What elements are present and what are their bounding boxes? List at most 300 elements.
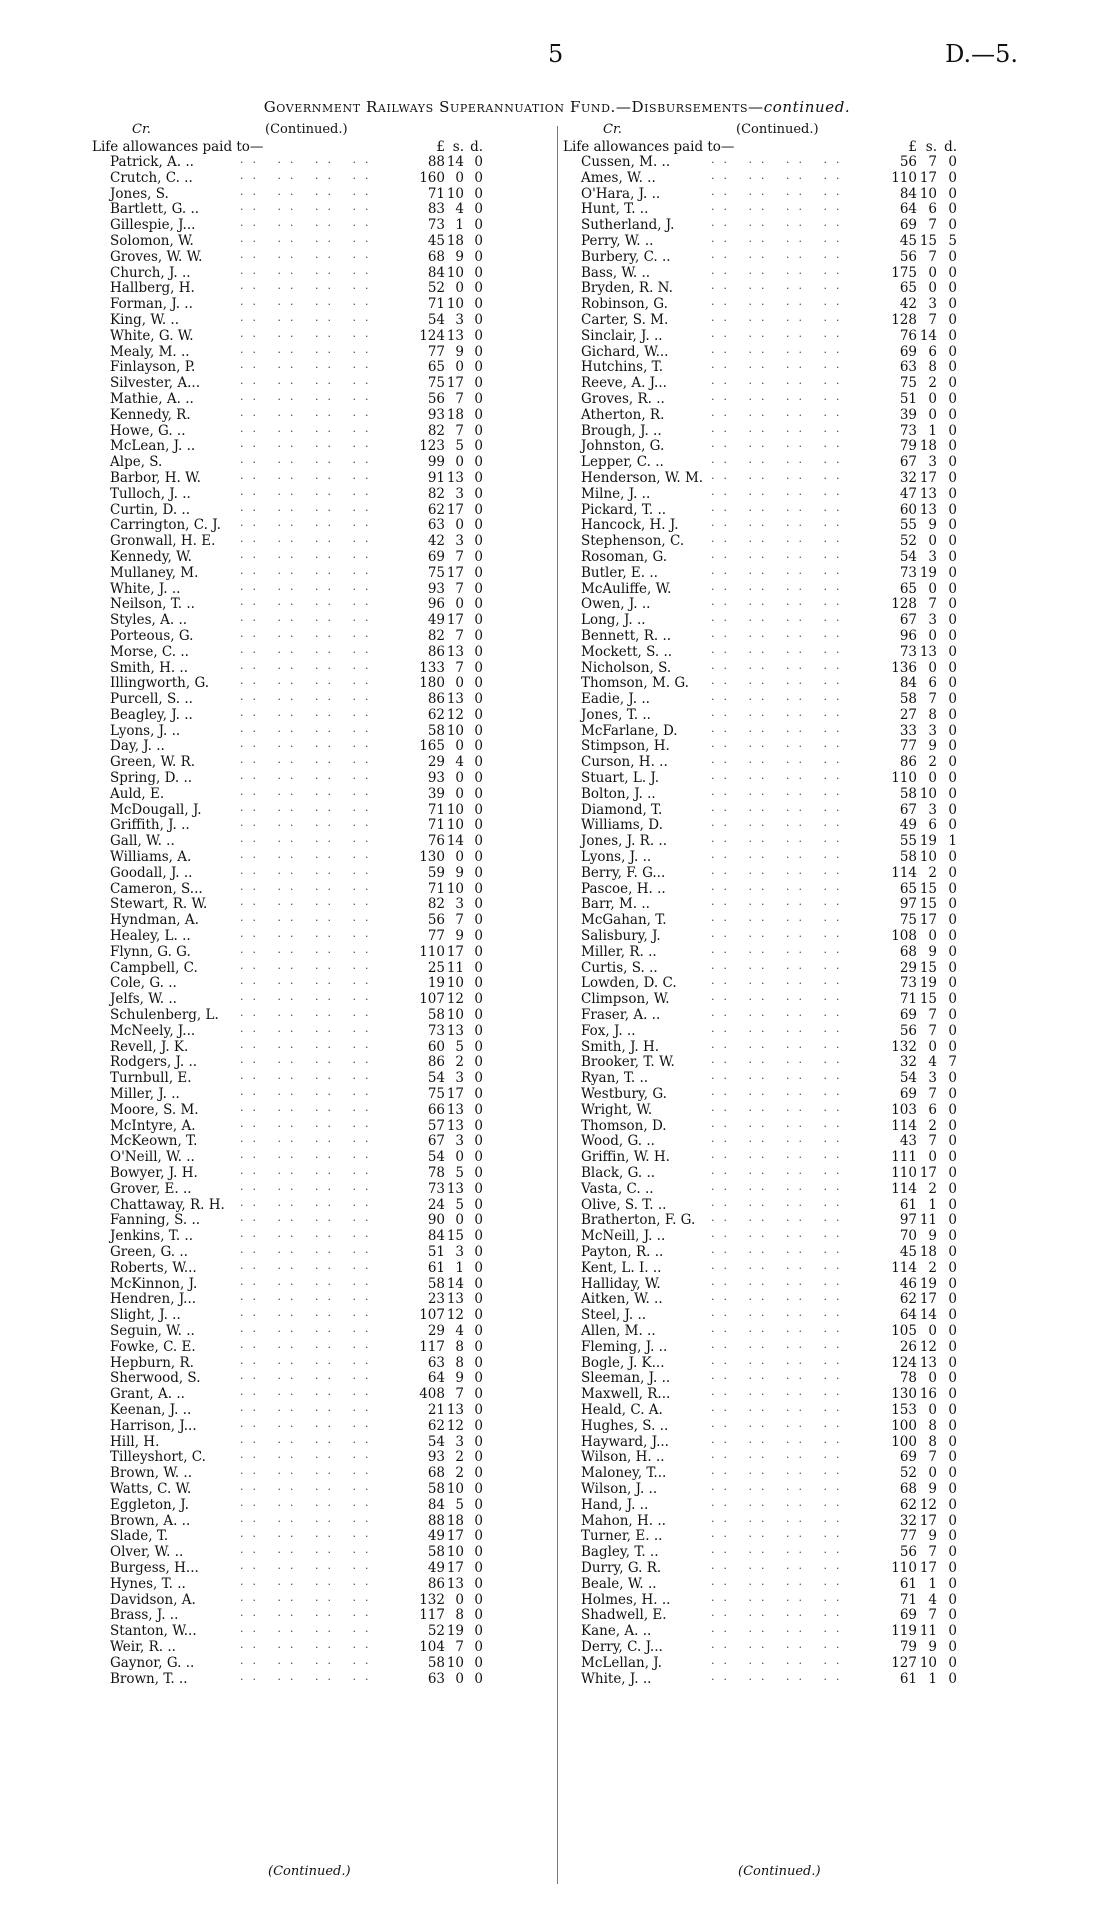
- amount-pounds: 29: [427, 1322, 445, 1339]
- payee-name: Ryan, T. ..: [581, 1070, 649, 1087]
- amount-pounds: 65: [427, 359, 445, 376]
- amount-pounds: 73: [427, 217, 445, 234]
- leader-dots: ·· ·· ·· ··: [240, 1024, 378, 1038]
- table-row: [92, 234, 543, 250]
- amount-pounds: 68: [427, 1465, 445, 1482]
- leader-dots: ·· ·· ·· ··: [240, 1403, 378, 1417]
- table-row: [92, 1498, 543, 1514]
- amount-pounds: 71: [427, 817, 445, 834]
- table-row: [92, 1624, 543, 1640]
- amount-pence: 0: [474, 801, 483, 818]
- amount-shillings: 15: [919, 880, 937, 897]
- amount-pounds: 84: [427, 1228, 445, 1245]
- leader-dots: ·· ·· ·· ··: [240, 677, 378, 691]
- leader-dots: ·· ·· ·· ··: [711, 1182, 849, 1196]
- leader-dots: ·· ·· ·· ··: [240, 1167, 378, 1180]
- table-row: [563, 1419, 1014, 1435]
- amount-pence: 0: [948, 643, 957, 660]
- table-row: [563, 1261, 1014, 1277]
- amount-pounds: 63: [899, 359, 917, 376]
- leader-dots: ·· ·· ·· ··: [711, 693, 849, 707]
- amount-shillings: 2: [455, 1465, 464, 1482]
- amount-shillings: 8: [455, 1607, 464, 1624]
- amount-pence: 0: [474, 1007, 483, 1024]
- leader-dots: ·· ·· ·· ··: [711, 187, 849, 201]
- amount-pence: 0: [474, 1559, 483, 1576]
- amount-pounds: 127: [891, 1654, 917, 1671]
- leader-dots: ·· ·· ·· ··: [240, 282, 378, 296]
- amount-shillings: 8: [455, 1354, 464, 1371]
- table-row: [92, 692, 543, 708]
- amount-shillings: 3: [928, 1070, 937, 1087]
- leader-dots: ·· ·· ·· ··: [240, 1498, 378, 1512]
- payee-name: Reeve, A. J...: [581, 375, 667, 392]
- table-row: [92, 945, 543, 961]
- leader-dots: ·· ·· ·· ··: [711, 1040, 849, 1054]
- leader-dots: ·· ·· ·· ··: [711, 203, 849, 217]
- leader-dots: ·· ·· ·· ··: [711, 219, 849, 233]
- payee-name: Hand, J. ..: [581, 1496, 649, 1513]
- amount-pounds: 52: [427, 1623, 445, 1640]
- amount-pounds: 165: [419, 738, 445, 755]
- amount-pounds: 25: [427, 959, 445, 976]
- payee-name: Beale, W. ..: [581, 1575, 657, 1592]
- amount-shillings: 4: [455, 1322, 464, 1339]
- table-row: [563, 329, 1014, 345]
- payee-name: Weir, R. ..: [110, 1638, 176, 1655]
- payee-name: Mahon, H. ..: [581, 1512, 666, 1529]
- payee-name: Finlayson, P.: [110, 359, 196, 376]
- table-row: [563, 1435, 1014, 1451]
- amount-pounds: 175: [891, 264, 917, 281]
- table-row: [563, 234, 1014, 250]
- amount-shillings: 10: [446, 264, 464, 281]
- amount-pence: 0: [474, 659, 483, 676]
- amount-pence: 0: [948, 438, 957, 455]
- leader-dots: ·· ·· ·· ··: [240, 1245, 378, 1259]
- amount-pence: 0: [948, 1165, 957, 1181]
- payee-name: Hynes, T. ..: [110, 1575, 186, 1592]
- amount-pounds: 104: [419, 1638, 445, 1655]
- amount-pounds: 49: [427, 1559, 445, 1576]
- amount-shillings: 6: [928, 817, 937, 834]
- table-row: [92, 645, 543, 661]
- table-row: [92, 266, 543, 282]
- amount-pence: 0: [474, 928, 483, 945]
- amount-pounds: 99: [427, 454, 445, 471]
- right-continued-label: (Continued.): [736, 122, 819, 137]
- leader-dots: ·· ·· ·· ··: [240, 1561, 378, 1575]
- amount-pounds: 110: [891, 1165, 917, 1181]
- amount-pounds: 73: [899, 422, 917, 439]
- leader-dots: ·· ·· ·· ··: [711, 803, 849, 817]
- amount-pence: 0: [474, 454, 483, 471]
- payee-name: Salisbury, J.: [581, 928, 661, 945]
- right-column-subheader: [563, 139, 1014, 155]
- left-pounds-header: £: [436, 139, 445, 155]
- amount-shillings: 10: [446, 1544, 464, 1561]
- payee-name: Miller, R. ..: [581, 943, 657, 960]
- leader-dots: ·· ·· ·· ··: [240, 614, 378, 628]
- table-row: [563, 360, 1014, 376]
- amount-pounds: 132: [419, 1591, 445, 1608]
- payee-name: Church, J. ..: [110, 264, 191, 281]
- leader-dots: ·· ·· ·· ··: [711, 1293, 849, 1307]
- amount-shillings: 13: [446, 1401, 464, 1418]
- amount-pounds: 82: [427, 896, 445, 913]
- table-row: [563, 1071, 1014, 1087]
- amount-pounds: 79: [899, 1638, 917, 1655]
- leader-dots: ·· ·· ·· ··: [240, 250, 378, 264]
- amount-pence: 0: [474, 880, 483, 897]
- payee-name: Williams, D.: [581, 817, 663, 834]
- amount-pounds: 69: [899, 1607, 917, 1624]
- payee-name: Sherwood, S.: [110, 1370, 201, 1387]
- amount-shillings: 17: [446, 1528, 464, 1545]
- amount-pounds: 60: [899, 501, 917, 518]
- amount-pence: 0: [948, 1496, 957, 1513]
- amount-pounds: 408: [419, 1386, 445, 1403]
- leader-dots: ·· ·· ·· ··: [711, 851, 849, 865]
- amount-pence: 0: [948, 975, 957, 992]
- leader-dots: ·· ·· ·· ··: [711, 171, 849, 185]
- table-row: [563, 1466, 1014, 1482]
- payee-name: Lowden, D. C.: [581, 975, 677, 992]
- payee-name: Mathie, A. ..: [110, 390, 194, 407]
- amount-shillings: 14: [919, 327, 937, 344]
- leader-dots: ·· ·· ·· ··: [711, 614, 849, 628]
- amount-shillings: 9: [455, 928, 464, 945]
- table-row: [92, 313, 543, 329]
- leader-dots: ·· ·· ·· ··: [711, 250, 849, 264]
- amount-shillings: 15: [919, 232, 937, 249]
- amount-shillings: 11: [446, 959, 464, 976]
- amount-pence: 0: [948, 1401, 957, 1418]
- payee-name: Gronwall, H. E.: [110, 533, 216, 550]
- payee-name: Milne, J. ..: [581, 485, 651, 502]
- amount-pounds: 58: [427, 1654, 445, 1671]
- amount-shillings: 12: [446, 1417, 464, 1434]
- leader-dots: ·· ·· ·· ··: [711, 1072, 849, 1086]
- table-row: [92, 376, 543, 392]
- table-row: [563, 534, 1014, 550]
- amount-pounds: 69: [899, 1086, 917, 1103]
- leader-dots: ·· ·· ·· ··: [711, 424, 849, 438]
- amount-shillings: 0: [455, 785, 464, 802]
- amount-pence: 0: [948, 1338, 957, 1355]
- amount-pence: 0: [474, 1322, 483, 1339]
- amount-pounds: 71: [427, 801, 445, 818]
- leader-dots: ·· ·· ·· ··: [711, 156, 849, 169]
- amount-shillings: 13: [446, 1575, 464, 1592]
- leader-dots: ·· ·· ·· ··: [240, 456, 378, 470]
- amount-pence: 0: [948, 849, 957, 866]
- amount-pence: 0: [474, 1212, 483, 1229]
- amount-pence: 0: [474, 1449, 483, 1466]
- table-row: [92, 1608, 543, 1624]
- payee-name: McLean, J. ..: [110, 438, 196, 455]
- amount-pence: 0: [474, 1070, 483, 1087]
- amount-pence: 0: [474, 280, 483, 297]
- table-row: [92, 850, 543, 866]
- table-row: [563, 345, 1014, 361]
- payee-name: McKinnon, J.: [110, 1275, 198, 1292]
- amount-pence: 0: [948, 1354, 957, 1371]
- payee-name: Solomon, W.: [110, 232, 194, 249]
- payee-name: Allen, M. ..: [581, 1322, 656, 1339]
- table-row: [563, 408, 1014, 424]
- payee-name: Griffith, J. ..: [110, 817, 190, 834]
- payee-name: Silvester, A...: [110, 375, 201, 392]
- amount-pence: 0: [948, 1243, 957, 1260]
- payee-name: White, J. ..: [110, 580, 181, 597]
- leader-dots: ·· ·· ·· ··: [711, 1672, 849, 1686]
- leader-dots: ·· ·· ·· ··: [711, 487, 849, 501]
- amount-pounds: 65: [899, 880, 917, 897]
- amount-pounds: 73: [427, 1180, 445, 1197]
- amount-pounds: 56: [899, 1544, 917, 1561]
- amount-shillings: 17: [446, 1559, 464, 1576]
- table-row: [92, 1340, 543, 1356]
- amount-shillings: 0: [455, 1670, 464, 1687]
- leader-dots: ·· ·· ·· ··: [240, 503, 378, 517]
- amount-pounds: 114: [891, 1180, 917, 1197]
- table-row: [92, 1324, 543, 1340]
- payee-name: McDougall, J.: [110, 801, 202, 818]
- amount-pounds: 65: [899, 280, 917, 297]
- left-continued-label: (Continued.): [265, 122, 348, 137]
- amount-pence: 0: [948, 548, 957, 565]
- amount-shillings: 0: [455, 770, 464, 787]
- amount-shillings: 18: [446, 406, 464, 423]
- amount-shillings: 0: [928, 928, 937, 945]
- amount-pounds: 75: [899, 912, 917, 929]
- amount-pounds: 33: [899, 722, 917, 739]
- amount-shillings: 0: [928, 1149, 937, 1166]
- leader-dots: ·· ·· ·· ··: [711, 1530, 849, 1544]
- payee-name: Hill, H.: [110, 1433, 160, 1450]
- amount-shillings: 0: [928, 1322, 937, 1339]
- right-cr-label: Cr.: [603, 122, 622, 137]
- amount-pounds: 78: [899, 1370, 917, 1387]
- amount-shillings: 11: [919, 1212, 937, 1229]
- table-row: [92, 1482, 543, 1498]
- amount-shillings: 0: [455, 359, 464, 376]
- leader-dots: ·· ·· ·· ··: [711, 1056, 849, 1070]
- payee-name: Jenkins, T. ..: [110, 1228, 193, 1245]
- amount-pence: 0: [948, 1275, 957, 1292]
- amount-shillings: 12: [919, 1338, 937, 1355]
- amount-pounds: 47: [899, 485, 917, 502]
- table-row: [563, 1198, 1014, 1214]
- payee-name: McGahan, T.: [581, 912, 667, 929]
- leader-dots: ·· ·· ·· ··: [711, 1577, 849, 1591]
- table-row: [563, 818, 1014, 834]
- payee-name: Cussen, M. ..: [581, 154, 671, 170]
- amount-pence: 0: [474, 564, 483, 581]
- table-row: [563, 661, 1014, 677]
- amount-pence: 0: [948, 280, 957, 297]
- amount-shillings: 2: [928, 754, 937, 771]
- leader-dots: ·· ·· ·· ··: [240, 977, 378, 991]
- leader-dots: ·· ·· ·· ··: [711, 519, 849, 533]
- amount-pence: 0: [948, 1180, 957, 1197]
- amount-pence: 0: [474, 1591, 483, 1608]
- amount-shillings: 10: [446, 185, 464, 202]
- payee-name: Hutchins, T.: [581, 359, 663, 376]
- table-row: [563, 1529, 1014, 1545]
- amount-pounds: 84: [427, 264, 445, 281]
- payee-name: Thomson, M. G.: [581, 675, 689, 692]
- amount-pence: 0: [474, 643, 483, 660]
- amount-pounds: 78: [427, 1165, 445, 1181]
- left-column-header: [92, 122, 543, 139]
- amount-pounds: 128: [891, 596, 917, 613]
- leader-dots: ·· ·· ·· ··: [240, 345, 378, 359]
- amount-pence: 0: [474, 675, 483, 692]
- payee-name: Hendren, J...: [110, 1291, 197, 1308]
- payee-name: Gichard, W...: [581, 343, 669, 360]
- amount-shillings: 13: [919, 485, 937, 502]
- table-row: [563, 1672, 1014, 1688]
- amount-pounds: 66: [427, 1101, 445, 1118]
- amount-shillings: 7: [928, 596, 937, 613]
- amount-pounds: 114: [891, 864, 917, 881]
- leader-dots: ·· ·· ·· ··: [711, 1088, 849, 1102]
- amount-shillings: 3: [928, 296, 937, 313]
- amount-pence: 0: [948, 1465, 957, 1482]
- leader-dots: ·· ·· ·· ··: [240, 1656, 378, 1670]
- leader-dots: ·· ·· ·· ··: [711, 1245, 849, 1259]
- amount-shillings: 17: [446, 1086, 464, 1103]
- leader-dots: ·· ·· ·· ··: [240, 803, 378, 817]
- table-row: [563, 250, 1014, 266]
- amount-pence: 0: [474, 1165, 483, 1181]
- table-row: [563, 1308, 1014, 1324]
- amount-shillings: 4: [455, 754, 464, 771]
- payee-name: Wilson, H. ..: [581, 1449, 665, 1466]
- table-row: [92, 1450, 543, 1466]
- amount-pence: 0: [948, 928, 957, 945]
- amount-pence: 0: [948, 1607, 957, 1624]
- table-row: [92, 202, 543, 218]
- amount-pence: 0: [948, 801, 957, 818]
- amount-pence: 0: [948, 1670, 957, 1687]
- amount-pence: 0: [948, 201, 957, 218]
- table-row: [92, 455, 543, 471]
- amount-pounds: 93: [427, 770, 445, 787]
- amount-shillings: 7: [928, 154, 937, 170]
- payee-name: Williams, A.: [110, 849, 192, 866]
- leader-dots: ·· ·· ·· ··: [240, 645, 378, 659]
- amount-pounds: 91: [427, 469, 445, 486]
- amount-pounds: 51: [427, 1243, 445, 1260]
- table-row: [563, 1087, 1014, 1103]
- amount-shillings: 2: [455, 1449, 464, 1466]
- table-row: [92, 218, 543, 234]
- amount-shillings: 0: [455, 596, 464, 613]
- payee-name: McIntyre, A.: [110, 1117, 196, 1134]
- leader-dots: ·· ·· ·· ··: [711, 566, 849, 580]
- amount-shillings: 2: [928, 1259, 937, 1276]
- leader-dots: ·· ·· ·· ··: [711, 1625, 849, 1639]
- amount-pounds: 86: [427, 1054, 445, 1071]
- leader-dots: ·· ·· ·· ··: [711, 345, 849, 359]
- amount-shillings: 0: [455, 169, 464, 186]
- leader-dots: ·· ·· ·· ··: [240, 1546, 378, 1560]
- leader-dots: ·· ·· ·· ··: [711, 550, 849, 564]
- amount-shillings: 10: [446, 817, 464, 834]
- table-row: [563, 424, 1014, 440]
- amount-shillings: 10: [446, 722, 464, 739]
- payee-name: Grant, A. ..: [110, 1386, 185, 1403]
- leader-dots: ·· ·· ·· ··: [240, 487, 378, 501]
- amount-shillings: 0: [455, 280, 464, 297]
- payee-name: Forman, J. ..: [110, 296, 193, 313]
- leader-dots: ·· ·· ·· ··: [711, 1593, 849, 1607]
- amount-pence: 0: [948, 185, 957, 202]
- amount-pounds: 54: [427, 1149, 445, 1166]
- amount-pence: 0: [474, 1670, 483, 1687]
- amount-pounds: 64: [427, 1370, 445, 1387]
- table-row: [92, 882, 543, 898]
- amount-pence: 0: [474, 691, 483, 708]
- table-row: [563, 1450, 1014, 1466]
- leader-dots: ·· ·· ·· ··: [711, 598, 849, 612]
- table-row: [92, 1166, 543, 1182]
- amount-shillings: 16: [919, 1386, 937, 1403]
- amount-shillings: 1: [455, 217, 464, 234]
- leader-dots: ·· ·· ·· ··: [240, 298, 378, 312]
- leader-dots: ·· ·· ·· ··: [711, 282, 849, 296]
- payee-name: Green, W. R.: [110, 754, 196, 771]
- amount-pence: 0: [474, 596, 483, 613]
- table-row: [563, 629, 1014, 645]
- payee-name: Spring, D. ..: [110, 770, 193, 787]
- amount-pounds: 67: [899, 454, 917, 471]
- amount-pounds: 93: [427, 580, 445, 597]
- payee-name: Crutch, C. ..: [110, 169, 193, 186]
- amount-pounds: 96: [427, 596, 445, 613]
- payee-name: Healey, L. ..: [110, 928, 191, 945]
- table-row: [563, 739, 1014, 755]
- leader-dots: ·· ·· ·· ··: [711, 961, 849, 975]
- amount-pence: 0: [948, 1212, 957, 1229]
- amount-pounds: 62: [427, 706, 445, 723]
- amount-pounds: 43: [899, 1133, 917, 1150]
- amount-pence: 0: [474, 754, 483, 771]
- table-row: [92, 1261, 543, 1277]
- left-column-subheader: [92, 139, 543, 155]
- leader-dots: ·· ·· ·· ··: [711, 440, 849, 454]
- table-row: [92, 171, 543, 187]
- leader-dots: ·· ·· ·· ··: [240, 1198, 378, 1212]
- heading-continued: continued.: [763, 98, 851, 116]
- leader-dots: ·· ·· ·· ··: [240, 1056, 378, 1070]
- amount-pence: 0: [948, 1007, 957, 1024]
- leader-dots: ·· ·· ·· ··: [711, 503, 849, 517]
- amount-pounds: 86: [427, 691, 445, 708]
- table-row: [563, 803, 1014, 819]
- amount-pounds: 24: [427, 1196, 445, 1213]
- amount-shillings: 13: [446, 1101, 464, 1118]
- amount-pence: 0: [474, 343, 483, 360]
- amount-pence: 0: [948, 596, 957, 613]
- amount-pence: 0: [474, 201, 483, 218]
- amount-pence: 0: [474, 1638, 483, 1655]
- leader-dots: ·· ·· ·· ··: [711, 377, 849, 391]
- amount-pounds: 45: [899, 1243, 917, 1260]
